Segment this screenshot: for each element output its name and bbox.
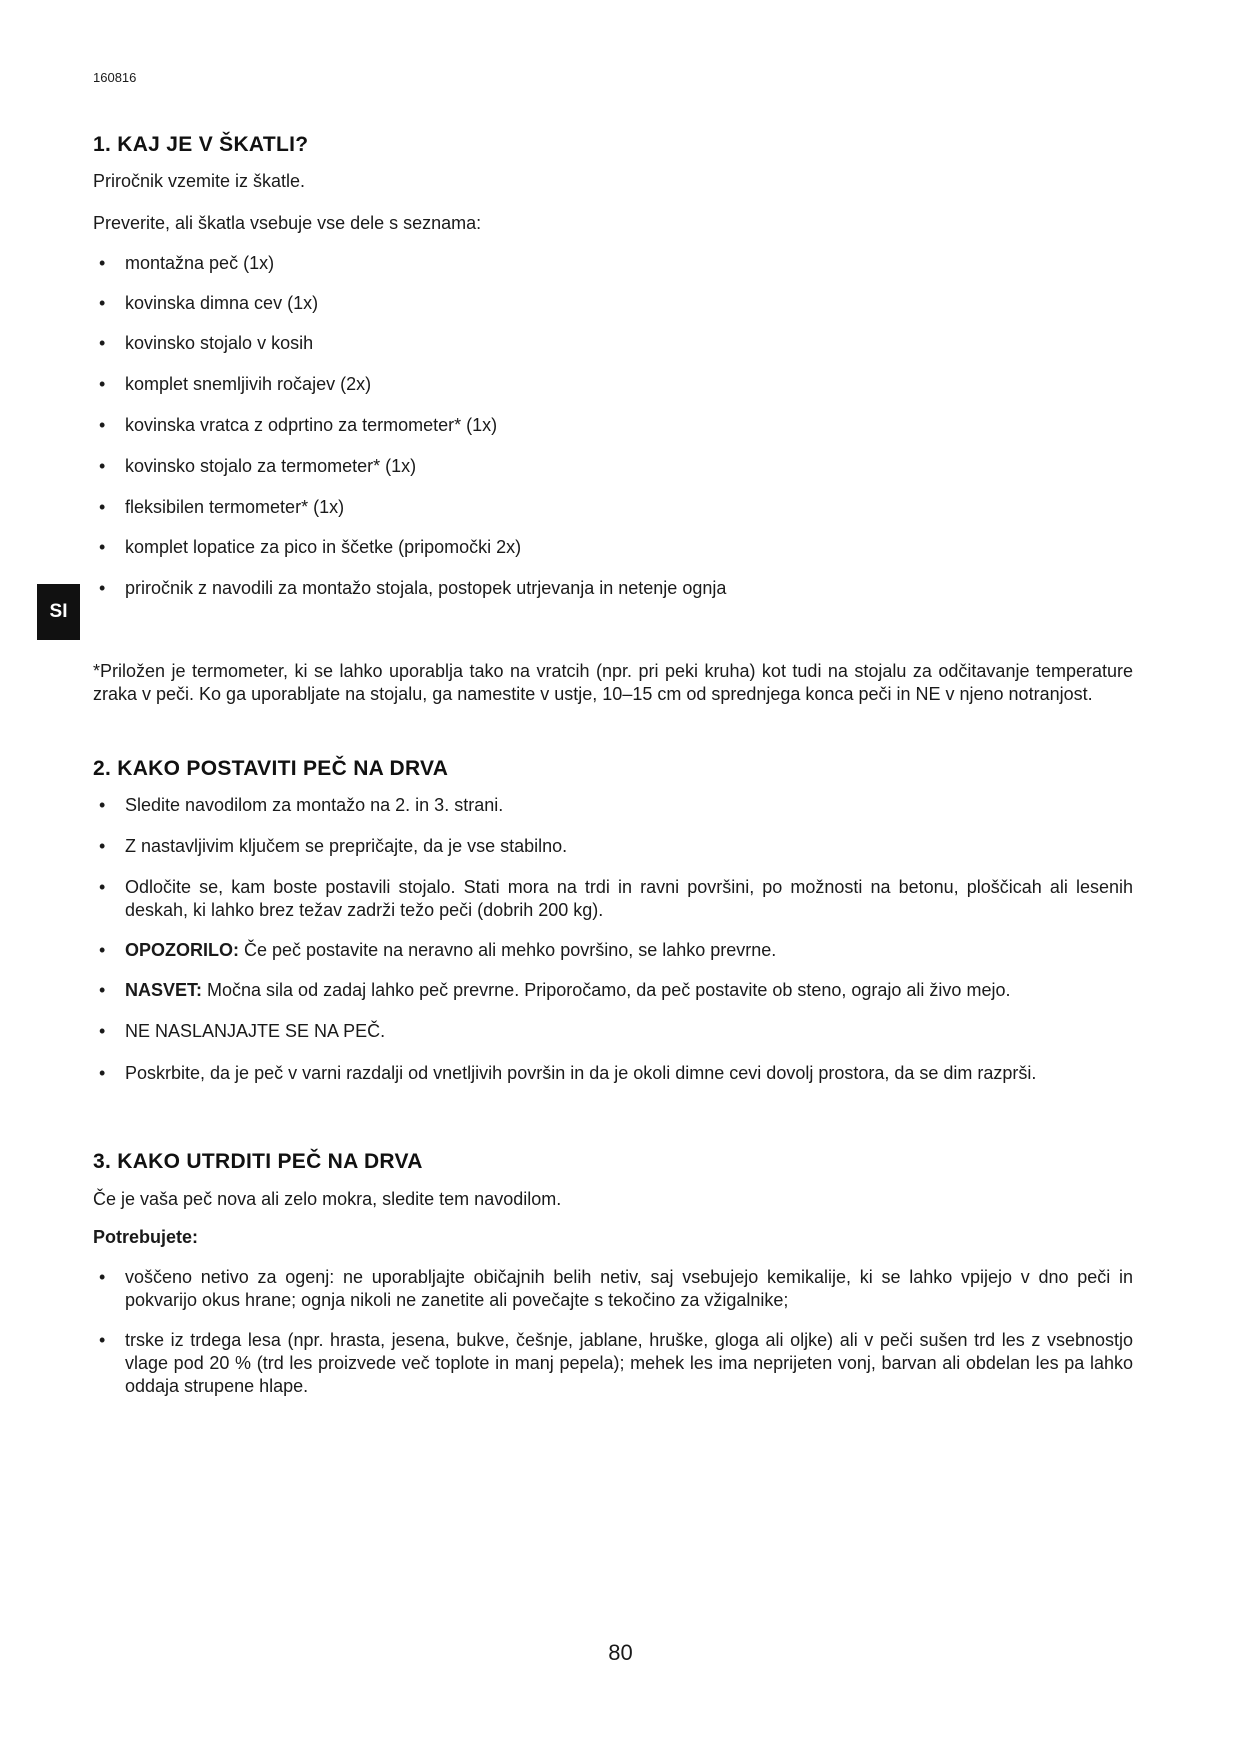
section-3-heading: 3. KAKO UTRDITI PEČ NA DRVA <box>93 1150 423 1173</box>
list-item: • kovinska dimna cev (1x) <box>93 292 1133 332</box>
section-1-intro-1: Priročnik vzemite iz škatle. <box>93 171 306 191</box>
list-item: • Poskrbite, da je peč v varni razdalji od vnetljivih površin in da je okoli dimne cevi dovolj prostora, da se dim razprši. <box>93 1062 1133 1103</box>
section-1 <box>93 133 1133 157</box>
warning-label: OPOZORILO: <box>125 940 239 960</box>
list-item: • kovinsko stojalo za termometer* (1x) <box>93 455 1133 496</box>
warning-item <box>93 939 1133 979</box>
language-tab: SI <box>37 584 80 640</box>
page-number: 80 <box>608 1640 633 1665</box>
tip-label: NASVET: <box>125 980 203 1000</box>
list-item: • priročnik z navodili za montažo stojala, postopek utrjevanja in netenje ognja <box>93 577 1133 617</box>
section-3-intro: Če je vaša peč nova ali zelo mokra, sledite tem navodilom. <box>93 1189 562 1209</box>
document-id: 160816 <box>93 70 137 85</box>
list-item: • voščeno netivo za ogenj: ne uporabljajte običajnih belih netiv, saj vsebujejo kemikalije, ki se lahko vpijejo v dno peči in pokvarijo okus hrane; ognja nikoli ne zanetite ali povečajte s tekočino za vžigalnike; <box>93 1266 1133 1329</box>
needs-list <box>93 1266 1133 1399</box>
section-2 <box>93 757 1133 781</box>
list-item: • Sledite navodilom za montažo na 2. in 3. strani. <box>93 794 1133 835</box>
section-3 <box>93 1150 1133 1174</box>
setup-list <box>93 794 1133 1103</box>
list-item: • komplet lopatice za pico in ščetke (pripomočki 2x) <box>93 536 1133 577</box>
list-item: • kovinska vratca z odprtino za termometer* (1x) <box>93 414 1133 455</box>
section-1-intro-2: Preverite, ali škatla vsebuje vse dele s seznama: <box>93 213 482 233</box>
contents-list <box>93 252 1133 617</box>
tip-item <box>93 979 1133 1020</box>
list-item: • Odločite se, kam boste postavili stojalo. Stati mora na trdi in ravni površini, po možnosti na betonu, ploščicah ali lesenih deskah, ki lahko brez težav zadrži težo peči (dobrih 200 kg). <box>93 876 1133 939</box>
list-item: • komplet snemljivih ročajev (2x) <box>93 373 1133 414</box>
list-item: • fleksibilen termometer* (1x) <box>93 496 1133 536</box>
warning-text: Če peč postavite na neravno ali mehko površino, se lahko prevrne. <box>239 940 777 960</box>
list-item: • kovinsko stojalo v kosih <box>93 332 1133 373</box>
list-item: • montažna peč (1x) <box>93 252 1133 292</box>
thermometer-footnote: *Priložen je termometer, ki se lahko uporablja tako na vratcih (npr. pri peki kruha) kot tudi na stojalu za odčitavanje temperature zraka v peči. Ko ga uporabljate na stojalu, ga namestite v ustje, 10–15 cm od sprednjega konca peči in NE v njeno notranjost. <box>93 661 1133 704</box>
list-item: • NE NASLANJAJTE SE NA PEČ. <box>93 1020 1133 1062</box>
needs-label: Potrebujete: <box>93 1227 199 1247</box>
section-2-heading: 2. KAKO POSTAVITI PEČ NA DRVA <box>93 757 449 780</box>
list-item: • trske iz trdega lesa (npr. hrasta, jesena, bukve, češnje, jablane, hruške, gloga ali oljke) ali v peči sušen trd les z vsebnostjo vlage pod 20 % (trd les proizvede več toplote in manj pepela); mehek les ima neprijeten vonj, barvan ali obdelan les pa lahko oddaja strupene hlape. <box>93 1329 1133 1399</box>
list-item: • Z nastavljivim ključem se prepričajte, da je vse stabilno. <box>93 835 1133 876</box>
tip-text: Močna sila od zadaj lahko peč prevrne. Priporočamo, da peč postavite ob steno, ograjo ali živo mejo. <box>202 980 1011 1000</box>
section-1-heading: 1. KAJ JE V ŠKATLI? <box>93 133 309 156</box>
